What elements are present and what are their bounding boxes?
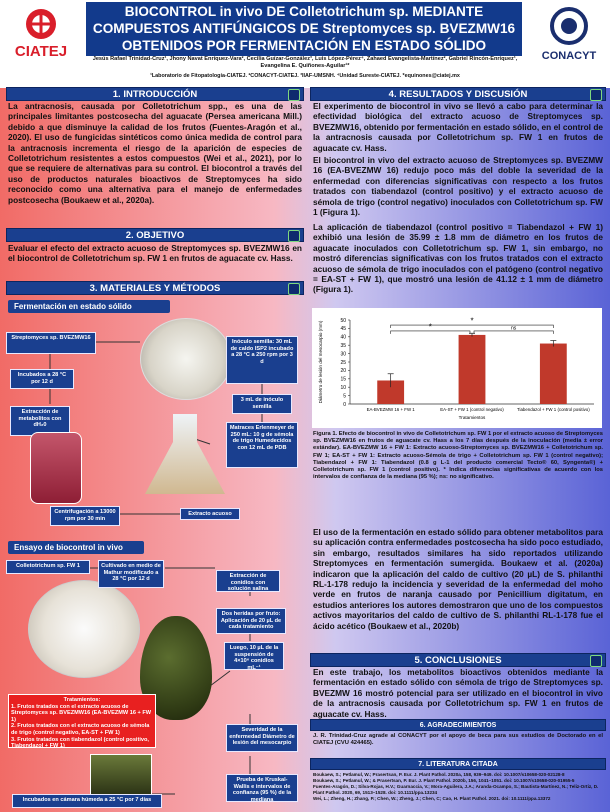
methods-heading: 3. MATERIALES Y MÉTODOS xyxy=(6,281,304,295)
treatment-3: 3. Frutos tratados con tiabendazol (control positivo, Tiabendazol + FW 1) xyxy=(11,736,149,750)
bar xyxy=(540,344,567,404)
title-line-3: OBTENIDOS POR FERMENTACIÓN EN ESTADO SÓLIDO xyxy=(121,38,487,53)
conacyt-logo xyxy=(536,4,602,64)
affiliations: ¹Laboratorio de Fitopatología-CIATEJ. ²CONACYT-CIATEJ. ³IIAF-UMSNH. ⁴Unidad Sureste-CIATEJ. *equinones@ciatej.mx xyxy=(150,73,460,79)
results-paragraph-1: El experimento de biocontrol in vivo se llevó a cabo para determinar la efectividad biológica del extracto acuoso de Streptomyces sp. BVEZMW16, obtenido por fermentación en estado sólido, en el control de la antracnosis causada por Colletotrichum sp. FW 1 en frutos de aguacate cv. Hass. xyxy=(313,101,603,153)
references-heading: 7. LITERATURA CITADA xyxy=(310,758,606,770)
results-heading: 4. RESULTADOS Y DISCUSIÓN xyxy=(310,87,606,101)
y-tick-label: 5 xyxy=(343,393,346,400)
y-tick-label: 15 xyxy=(340,376,346,383)
section-icon xyxy=(288,89,300,101)
fungal-culture-image xyxy=(28,580,140,678)
intro-text: La antracnosis, causada por Colletotrichum spp., es una de las principales limitantes postcosecha del aguacate (Persea americana Mill.) debido a que disminuye la calidad de los frutos (Fuentes-Aragón et al., 2020). El uso de fungicidas sintéticos como única medida de control para la antracnosis incrementa el riesgo de la aparición de especies de Colletotrichum resistentes a estos compuestos (Wei et al., 2021), por lo que se requiere de alternativas para su control. El biocontrol a través del uso de productos naturales bioactivos de Streptomyces ha sido reconocido como una alternativa para el manejo de enfermedades postcosecha (Boukaew et al., 2020a). xyxy=(8,101,302,205)
poster-title xyxy=(86,2,522,56)
extraccion-box: Extracción de metabolitos con dH₂0 xyxy=(10,406,70,436)
title-line-2: COMPUESTOS ANTIFÚNGICOS DE Streptomyces sp. BVEZMW16 xyxy=(92,21,516,36)
matraces-box: Matraces Erlenmeyer de 250 mL: 10 g de sémola de trigo Humedecidos con 12 mL de PDB xyxy=(226,422,298,468)
references-list xyxy=(313,772,603,802)
y-axis-label: Diámetro de lesión del mesocarpio (mm) xyxy=(318,320,323,404)
kruskal-box: Prueba de Kruskal-Wallis e intervalos de confianza (95 %) de la mediana xyxy=(226,774,298,802)
heridas-box: Dos heridas por fruto: Aplicación de 20 µL de cada tratamiento xyxy=(216,608,286,634)
treatments-title: Tratamientos: xyxy=(63,697,101,703)
x-tick-label: EA-BVEZMW 16 + FW 1 xyxy=(366,407,415,412)
header xyxy=(0,0,610,88)
y-tick-label: 35 xyxy=(340,343,346,349)
cultivado-box: Cultivado en medio de Mathur modificado a 28 °C por 12 d xyxy=(98,560,164,588)
incubados-box: Incubados a 28 °C por 12 d xyxy=(10,369,74,389)
reference-item: Wei, L.; Zheng, H.; Zhang, P.; Chen, W.; Zheng, J.; Chen, C; Cao, H. Plant Pathol. 2021. doi: 10.1111/ppa.13372 xyxy=(313,795,551,801)
petri-dish-image xyxy=(140,318,232,400)
objective-text: Evaluar el efecto del extracto acuoso de Streptomyces sp. BVEZMW16 en el biocontrol de Colletotrichum sp. FW 1 en frutos de aguacate cv. Hass. xyxy=(8,243,302,264)
inoculo-box: Inóculo semilla: 30 mL de caldo ISP2 incubado a 28 °C a 250 rpm por 3 d xyxy=(226,336,298,384)
bar xyxy=(459,335,486,404)
title-line-1: BIOCONTROL in vivo DE Colletotrichum sp. MEDIANTE xyxy=(124,4,484,19)
results-paragraph-3: La aplicación de tiabendazol (control positivo = Tiabendazol + FW 1) exhibió una lesión de 35.99 ± 1.8 mm de diámetro en los frutos de aguacate inoculados con Colletotrichum sp. FW 1, sin embargo, no mostró diferencias significativas con los frutos tratados con el extracto acuoso de sémola de trigo inoculados con el patógeno (control negativo = EA-ST + FW 1), que mostró una lesión de 41.12 ± 1 mm de diámetro (Figura 1). xyxy=(313,222,603,295)
biocontrol-diagram xyxy=(0,556,310,812)
significance-label: * xyxy=(428,322,432,332)
suspension-box: Luego, 10 µL de la suspensión de 4×10⁶ conidios mL⁻¹ xyxy=(224,642,284,670)
streptomyces-box: Streptomyces sp. BVEZMW16 xyxy=(6,332,96,354)
acknowledgments-heading: 6. AGRADECIMIENTOS xyxy=(310,719,606,731)
x-tick-label: Tiabendazol + FW 1 (control positivo) xyxy=(516,407,590,412)
ciatej-logo xyxy=(6,6,76,64)
authors: Jesús Rafael Trinidad-Cruz¹, Jhony Navat Enríquez-Vara², Cecilia Guízar-González³, Luis López-Pérez⁴, Zahaed Evangelista-Martínez², Gabriel Rincón-Enríquez¹, Evangelina E. Quiñones-Aguilar¹* xyxy=(92,56,518,69)
y-tick-label: 0 xyxy=(343,401,346,408)
conclusions-heading: 5. CONCLUSIONES xyxy=(310,653,606,667)
logo-right-text: CONACYT xyxy=(541,50,597,62)
colletotrichum-box: Colletotrichum sp. FW 1 xyxy=(6,560,90,574)
assay-subheading: Ensayo de biocontrol in vivo xyxy=(8,541,144,554)
inoculo3-box: 3 mL de inóculo semilla xyxy=(232,394,292,414)
extract-jar-image xyxy=(30,432,82,504)
severidad-box: Severidad de la enfermedad Diámetro de lesión del mesocarpio xyxy=(226,724,298,752)
reference-item: Boukaew, S.; Petlamul, W.; Prasertsan, P. Eur. J. Plant Pathol. 2020a, 158, 939–949. doi: 10.1007/s10658-020-02128-8 xyxy=(313,772,565,777)
section-icon xyxy=(590,89,602,101)
section-icon xyxy=(288,283,300,295)
section-icon xyxy=(590,655,602,667)
objective-heading: 2. OBJETIVO xyxy=(6,228,304,242)
treatment-1: 1. Frutos tratados con el extracto acuoso de Streptomyces sp. BVEZMW16 (EA-BVEZMW 16 + FW 1) xyxy=(11,703,152,723)
conclusions-text: En este trabajo, los metabolitos bioactivos obtenidos mediante la fermentación en estado sólido con sémola de trigo de Streptomyces sp. BVEZMW 16 mostró potencial para ser utilizado en el biocontrol in vivo de la antracnosis causada por Colletotrichum sp. FW 1 en frutos de aguacate cv. Hass. xyxy=(313,667,603,719)
reference-item: Boukaew, S.; Petlamul, W.; & Prasertsan, P. Eur. J. Plant Pathol. 2020b, 156, 1041–1051. doi: 10.1007/s10658-020-01955-5 xyxy=(313,777,575,783)
acknowledgments-text: J. R. Trinidad-Cruz agrade al CONACYT por el apoyo de beca para sus estudios de Doctorado en el CIATEJ (CVU 424465). xyxy=(313,733,603,747)
results-paragraph-2: El biocontrol in vivo del extracto acuoso de Streptomyces sp. BVEZMW 16 (EA-BVEZMW 16) redujo poco más del doble la severidad de la enfermedad con diferencias significativas con respecto a los frutos tratados con tiabendazol (control positivo) y el extracto acuoso de sémola de trigo (control negativo) inoculados con Colletotrichum sp. FW 1 (Figura 1). xyxy=(313,155,603,218)
logo-left-text: CIATEJ xyxy=(14,43,68,60)
reference-item: Fuentes-Aragón, D.; Silva-Rojas, H.V.; Guarnaccia, V.; Mora-Aguilera, J.A.; Aranda-Ocampo, S.; Bautista-Martínez, N.; Teliz-Ortiz, D. Plant Pathol. 2020, 69, 1513–1528. doi: 10.1111/ppa.13234 xyxy=(313,783,599,795)
y-tick-label: 50 xyxy=(340,317,346,324)
extraccion-conidios-box: Extracción de conidios con solución salina xyxy=(216,570,280,592)
y-tick-label: 20 xyxy=(340,368,346,375)
humid-chamber-image xyxy=(90,754,152,796)
chart-svg xyxy=(312,308,602,428)
significance-label: * xyxy=(470,316,474,326)
y-tick-label: 30 xyxy=(340,351,346,358)
intro-heading: 1. INTRODUCCIÓN xyxy=(6,87,304,101)
section-icon xyxy=(288,230,300,242)
y-tick-label: 45 xyxy=(340,326,346,333)
y-tick-label: 25 xyxy=(340,359,346,366)
fermentation-subheading: Fermentación en estado sólido xyxy=(8,300,170,313)
treatment-2: 2. Frutos tratados con el extracto acuoso de sémola de trigo (control negativo, EA-ST + FW 1) xyxy=(11,723,150,736)
treatments-box xyxy=(8,694,156,748)
significance-label: ns xyxy=(511,325,517,332)
y-tick-label: 40 xyxy=(340,334,346,341)
x-axis-label: Tratamientos xyxy=(458,415,486,420)
y-tick-label: 10 xyxy=(340,385,346,391)
incubados-camara-box: Incubados en cámara húmeda a 25 °C por 7 días xyxy=(12,794,162,808)
centrifugacion-box: Centrifugación a 13000 rpm por 30 min xyxy=(50,506,120,526)
figure-caption: Figura 1. Efecto de biocontrol in vivo de Colletotrichum sp. FW 1 por el extracto acuoso de Streptomyces sp. BVEZMW16 en frutos de aguacate cv. Hass a los 7 días después de la inoculación (media ± error estándar). EA-BVEZMW 16 + FW 1: Extracto acuoso-Streptomyces sp. BVEZMW16 + Colletotrichum sp. FW 1; EA-ST + FW 1: Extracto acuoso-Sémola de trigo + Colletotrichum sp. FW 1 (control negativo); Tiabendazol + FW 1: Tiabendazol (0.8 g L-1 del producto comercial Tecto® 60, Syngenta®) + Colletotrichum sp. FW 1 (control positivo). * Indica diferencias significativas de acuerdo con los intervalos de confianza de la mediana (95 %); ns: no significativo. xyxy=(313,431,603,481)
fermentation-diagram xyxy=(0,314,310,534)
results-paragraph-4: El uso de la fermentación en estado sólido para obtener metabolitos para su aplicación contra enfermedades postcosecha ha sido poco estudiado, sin embargo, resultados similares ha sido reportados utilizando Streptomyces en fermentación sumergida. Boukaew et al. (2020a) indicaron que la aplicación del caldo de cultivo (20 µL) de S. philanthi RL-1-178 redujo la incidencia y severidad de la enfermedad del moho verde en frutos de naranja causado por Penicillium digitatum, en estudios anteriores los autores demostraron que uno de los compuestos activos mayoritarios del caldo de cultivo de S. philanthi RL-1-178 fue el ácido acético (Boukaew et al., 2020b) xyxy=(313,527,603,631)
x-tick-label: EA-ST + FW 1 (control negativo) xyxy=(440,407,504,412)
results-chart xyxy=(312,308,602,428)
extracto-box: Extracto acuoso xyxy=(180,508,240,520)
